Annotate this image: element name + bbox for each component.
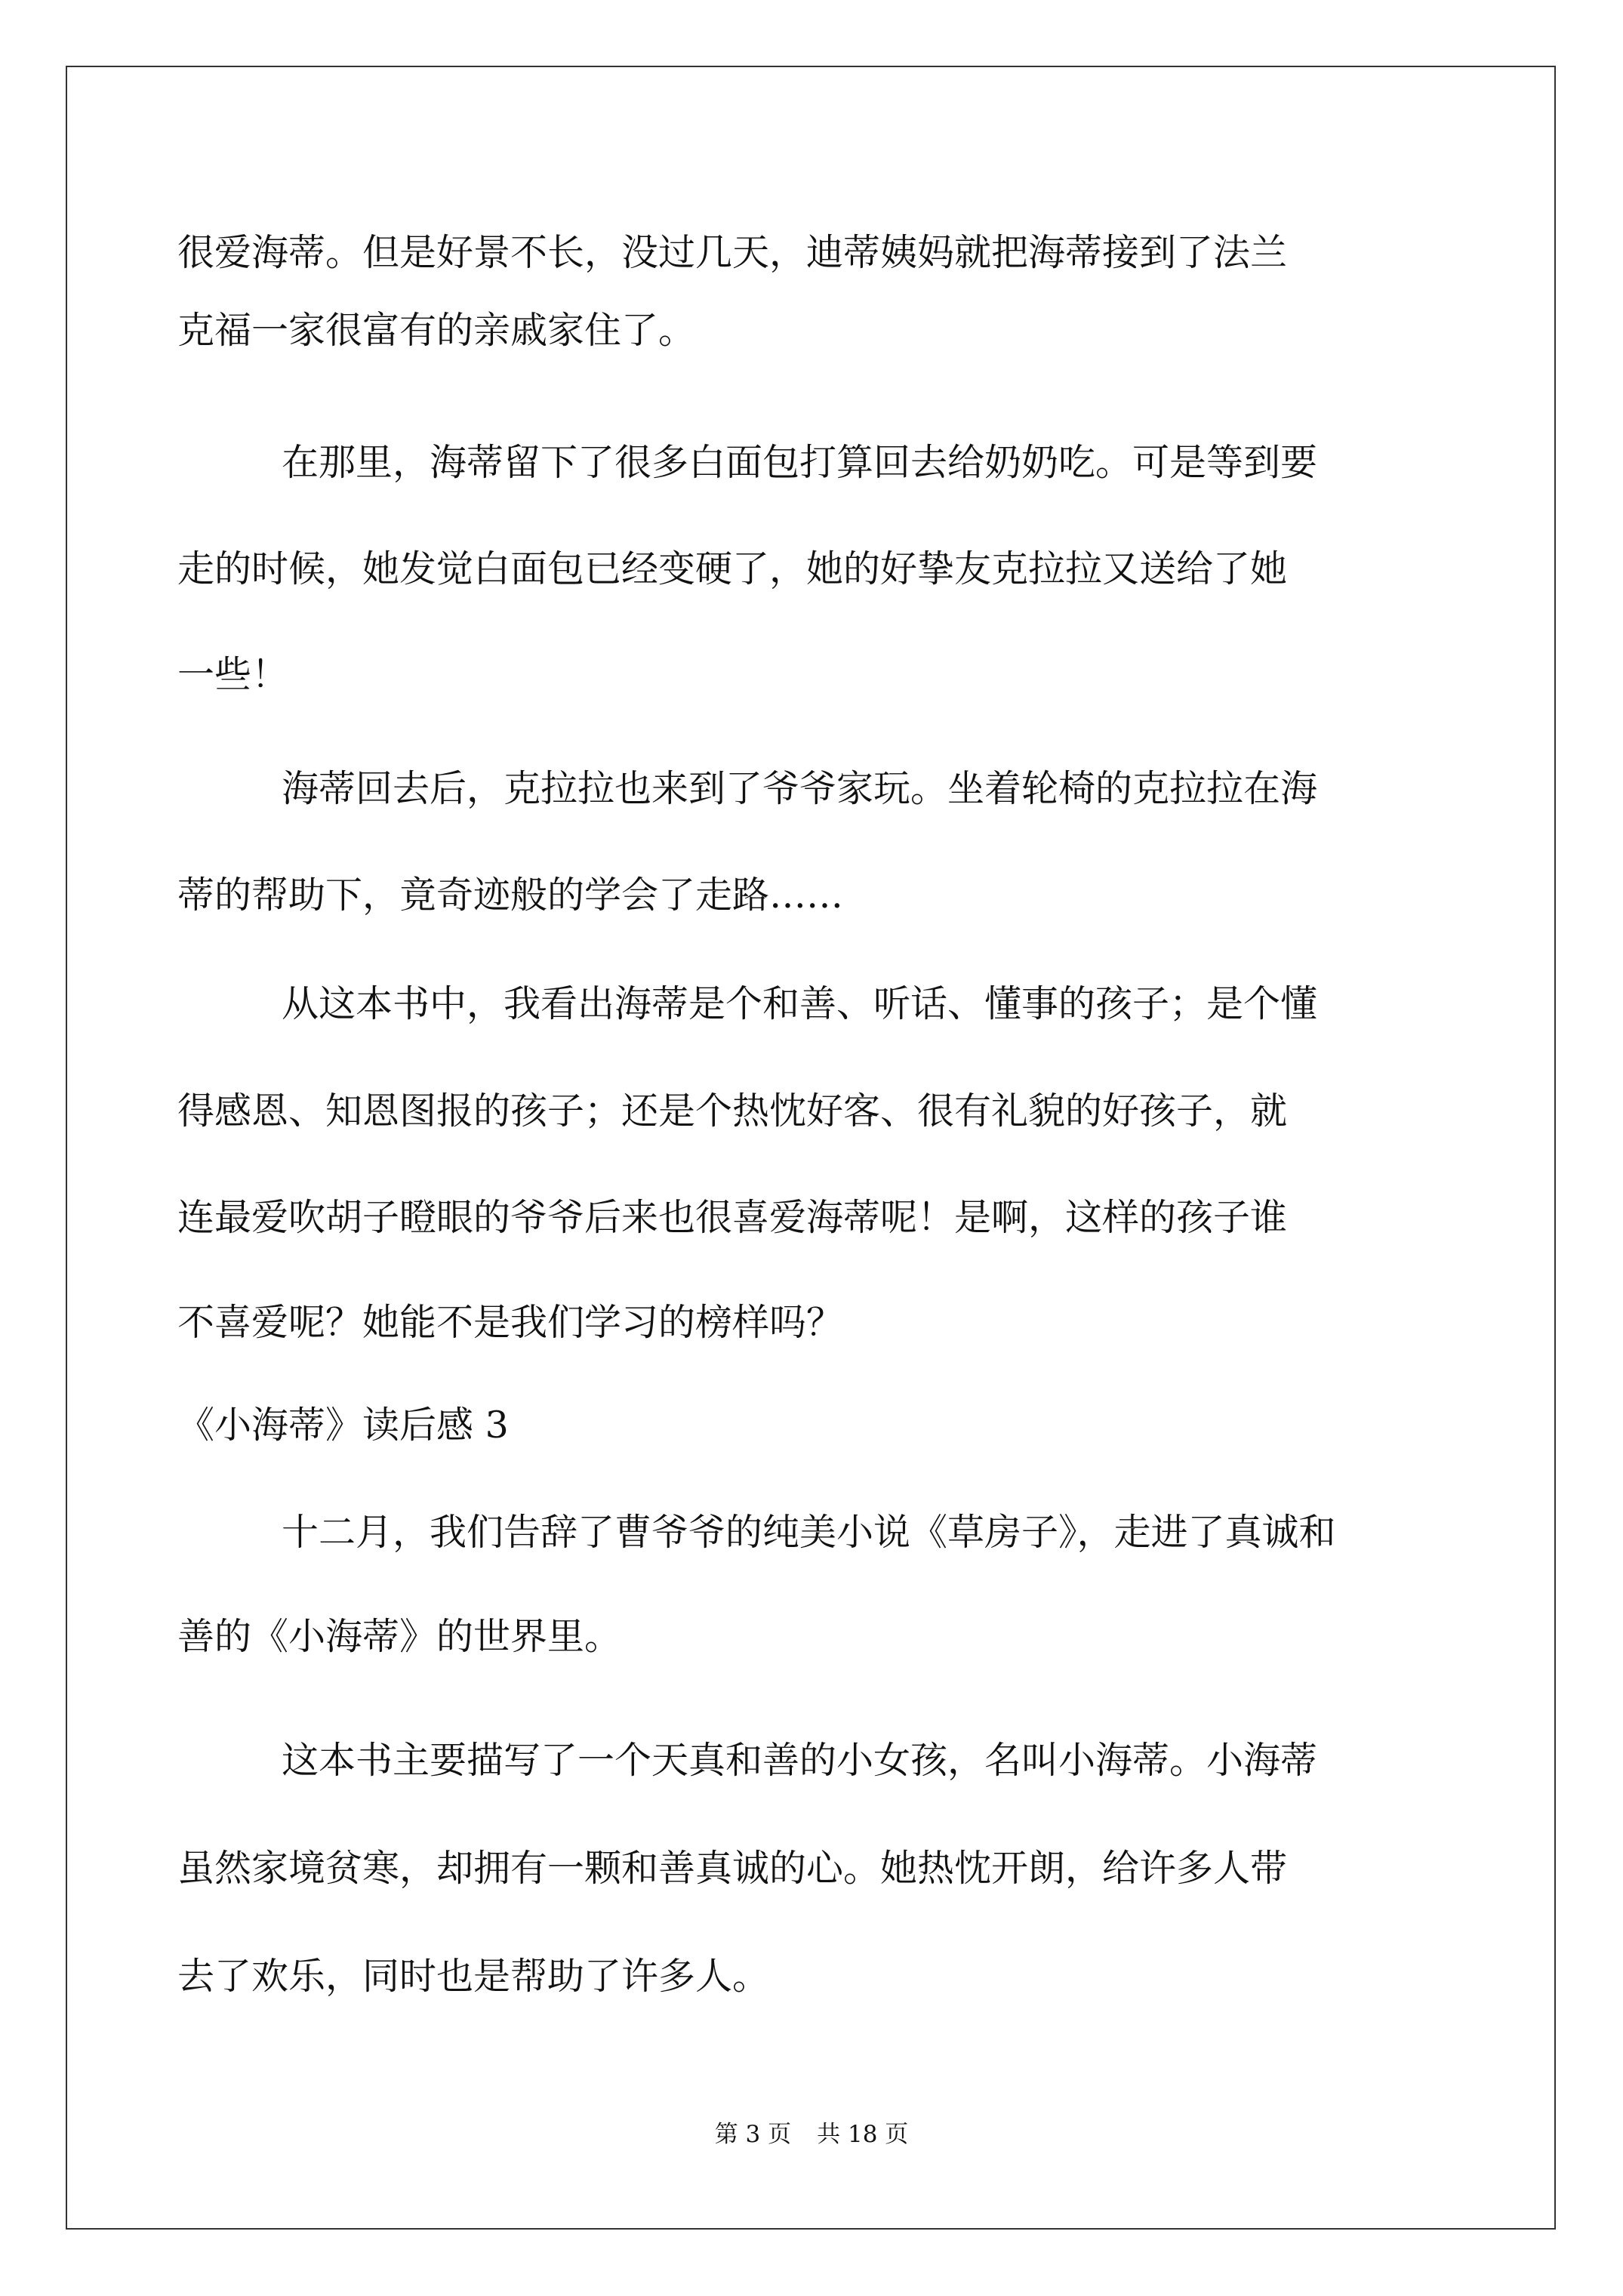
page-total: 共 18 页 — [817, 2121, 909, 2148]
text-line: 善的《小海蒂》的世界里。 — [177, 1615, 622, 1658]
text-line: 从这本书中，我看出海蒂是个和善、听话、懂事的孩子；是个懂 — [282, 982, 1318, 1025]
text-line: 走的时候，她发觉白面包已经变硬了，她的好挚友克拉拉又送给了她 — [177, 547, 1288, 590]
text-line: 蒂的帮助下，竟奇迹般的学会了走路…… — [177, 874, 844, 917]
text-line: 海蒂回去后，克拉拉也来到了爷爷家玩。坐着轮椅的克拉拉在海 — [282, 767, 1318, 810]
text-line: 虽然家境贫寒，却拥有一颗和善真诚的心。她热忱开朗，给许多人带 — [177, 1847, 1288, 1890]
text-line: 克福一家很富有的亲戚家住了。 — [177, 309, 696, 352]
text-line: 这本书主要描写了一个天真和善的小女孩，名叫小海蒂。小海蒂 — [282, 1739, 1318, 1782]
text-line: 连最爱吹胡子瞪眼的爷爷后来也很喜爱海蒂呢！是啊，这样的孩子谁 — [177, 1196, 1288, 1239]
text-line: 十二月，我们告辞了曹爷爷的纯美小说《草房子》，走进了真诚和 — [282, 1511, 1336, 1554]
section-heading: 《小海蒂》读后感 3 — [177, 1404, 509, 1447]
text-line: 在那里，海蒂留下了很多白面包打算回去给奶奶吃。可是等到要 — [282, 441, 1318, 484]
page-footer — [0, 2118, 1623, 2151]
text-line: 去了欢乐，同时也是帮助了许多人。 — [177, 1955, 770, 1998]
text-line: 很爱海蒂。但是好景不长，没过几天，迪蒂姨妈就把海蒂接到了法兰 — [177, 231, 1288, 274]
text-line: 一些！ — [177, 653, 289, 696]
text-line: 得感恩、知恩图报的孩子；还是个热忱好客、很有礼貌的好孩子，就 — [177, 1089, 1288, 1133]
page-number: 第 3 页 — [714, 2121, 792, 2148]
text-line: 不喜爱呢？她能不是我们学习的榜样吗？ — [177, 1301, 844, 1344]
page-border — [66, 66, 1556, 2230]
